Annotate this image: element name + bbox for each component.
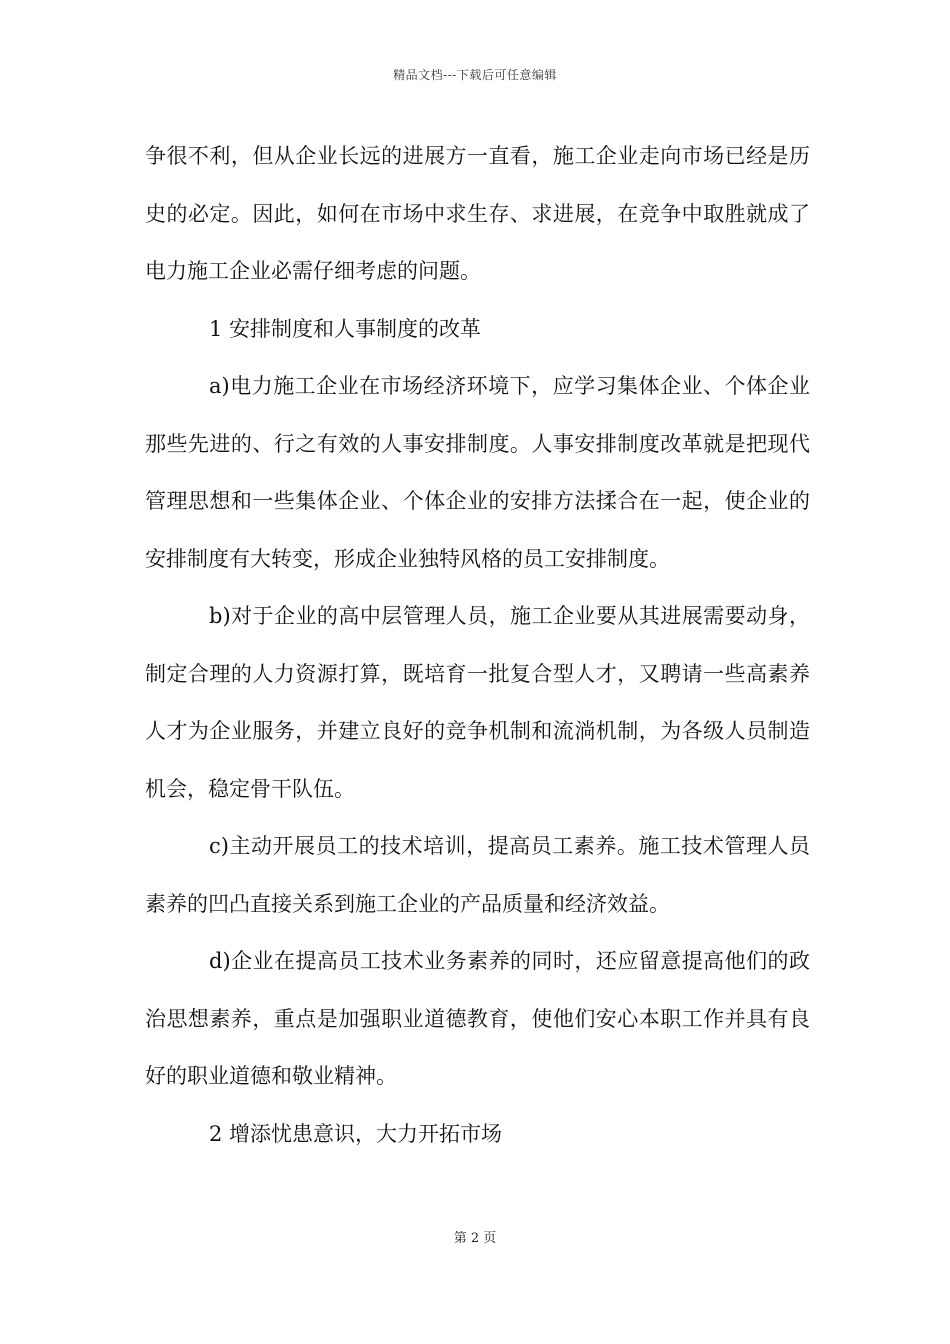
- document-body: [145, 128, 810, 1163]
- page-header: 精品文档---下载后可任意编辑: [393, 68, 557, 82]
- section-heading: 2 增添忧患意识，大力开拓市场: [209, 1121, 503, 1146]
- section-heading: 1 安排制度和人事制度的改革: [209, 316, 482, 341]
- paragraph: a)电力施工企业在市场经济环境下，应学习集体企业、个体企业那些先进的、行之有效的人事安排制度。人事安排制度改革就是把现代管理思想和一些集体企业、个体企业的安排方法揉合在一起，使企业的安排制度有大转变，形成企业独特风格的员工安排制度。: [145, 374, 810, 571]
- paragraph: 争很不利，但从企业长远的进展方一直看，施工企业走向市场已经是历史的必定。因此，如何在市场中求生存、求进展，在竞争中取胜就成了电力施工企业必需仔细考虑的问题。: [145, 144, 810, 283]
- paragraph: c)主动开展员工的技术培训，提高员工素养。施工技术管理人员素养的凹凸直接关系到施工企业的产品质量和经济效益。: [145, 834, 810, 916]
- page-number: 第 2 页: [453, 1231, 497, 1246]
- paragraph: d)企业在提高员工技术业务素养的同时，还应留意提高他们的政治思想素养，重点是加强职业道德教育，使他们安心本职工作并具有良好的职业道德和敬业精神。: [145, 949, 810, 1088]
- paragraph: b)对于企业的高中层管理人员，施工企业要从其进展需要动身，制定合理的人力资源打算，既培育一批复合型人才，又聘请一些高素养人才为企业服务，并建立良好的竞争机制和流淌机制，为各级人员制造机会，稳定骨干队伍。: [145, 604, 810, 801]
